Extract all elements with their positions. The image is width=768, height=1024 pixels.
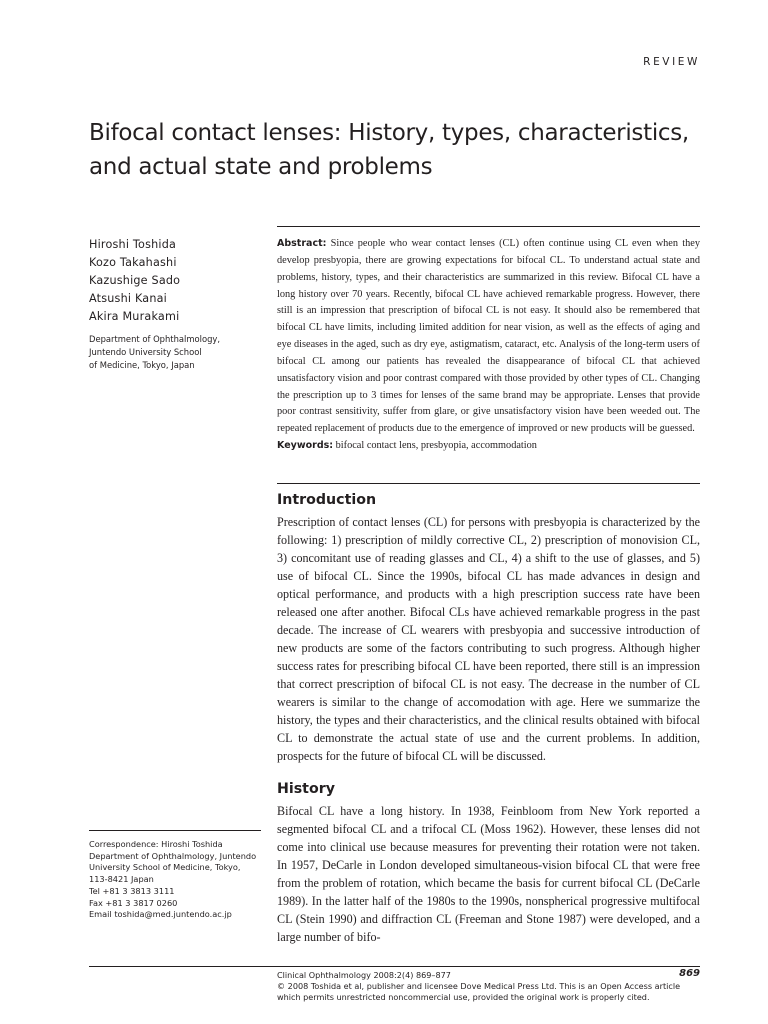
correspondence-line: 113-8421 Japan [89, 874, 154, 885]
keywords-label: Keywords: [277, 440, 334, 452]
affiliation-line: Department of Ophthalmology, [89, 334, 221, 344]
affiliation-line: Juntendo University School [89, 347, 202, 357]
abstract-label: Abstract: [277, 238, 327, 249]
abstract-text: Since people who wear contact lenses (CL) often continue using CL even when they develop presbyopia, there are growing expectations for bifocal CL. To understand actual state and problems, history, types, and their characteristics are summarized in this review. Bifocal CL have a long history over 70 years. Recently, bifocal CL have achieved remarkable progress. However, there still is an impression that prescription of bifocal CL is not easy. It should also be remembered that bifocal CL have limits, including limited addition for near vision, as well as the effects of aging and eye diseases in the aged, such as dry eye, astigmatism, cataract, etc. Analysis of the long-term users of bifocal CL among our patients has revealed the disappearance of bifocal CL that achieved unsatisfactory vision and poor contrast compared with those provided by other types of CL. Changing the prescription up to 3 times for lenses of the same brand may be appropriate. Lenses that provide poor contrast sensitivity, suffer from glare, or give unsatisfactory vision have been weeded out. The repeated replacement of products due to the emergence of improved or new products will be guessed. [277, 238, 700, 435]
history-body: Bifocal CL have a long history. In 1938, Feinbloom from New York reported a segmented bifocal CL and a trifocal CL (Moss 1962). However, these lenses did not come into clinical use because measures for preventing their rotation were not taken. In 1957, DeCarle in London developed simultaneous-vision bifocal CL that were free from the problem of rotation, which became the basis for current bifocal CL (DeCarle 1989). In the latter half of the 1980s to the 1990s, nonspherical progressive multifocal CL (Stein 1990) and diffraction CL (Freeman and Stone 1987) were developed, and a large number of bifo- [277, 804, 700, 944]
page-number: 869 [679, 968, 700, 979]
correspondence-line: University School of Medicine, Tokyo, [89, 862, 241, 873]
license-text: © 2008 Toshida et al, publisher and licensee Dove Medical Press Ltd. This is an Open Access article which permits unrestricted noncommercial use, provided the original work is properly cited. [277, 981, 681, 1002]
article-title: Bifocal contact lenses: History, types, characteristics, and actual state and problems [89, 120, 689, 180]
abstract [277, 236, 700, 455]
author-name: Atsushi Kanai [89, 292, 167, 305]
abstract-bottom-rule [277, 483, 700, 484]
introduction-heading: Introduction [277, 492, 377, 508]
affiliation [89, 333, 269, 372]
correspondence-line: Department of Ophthalmology, Juntendo [89, 850, 257, 861]
introduction-body: Prescription of contact lenses (CL) for persons with presbyopia is characterized by the following: 1) prescription of mildly corrective CL, 2) prescription of monovision CL, 3) concomitant use of reading glasses and CL, 4) a shift to the use of glasses, and 5) use of bifocal CL. Since the 1990s, bifocal CL has made advances in design and optical performance, and products with a high prescription success rate have been released one after another. Bifocal CLs have achieved remarkable progress in the past decade. The increase of CL wearers with presbyopia and successive introduction of new products are some of the factors contributing to such progress. Although higher success rates for prescribing bifocal CL have been reported, there still is an impression that correct prescription of bifocal CL is not easy. The decrease in the number of CL wearers is similar to the change of accomodation with age. Here we summarize the history, the types and their characteristics, and the clinical results obtained with bifocal CL to demonstrate the actual state of use and the current problems. In addition, prospects for the future of bifocal CL will be discussed. [277, 515, 700, 763]
author-name: Hiroshi Toshida [89, 238, 177, 251]
author-name: Kazushige Sado [89, 274, 181, 287]
correspondence-rule [89, 830, 261, 831]
footer [277, 970, 700, 1003]
correspondence [89, 839, 269, 921]
abstract-top-rule [277, 226, 700, 227]
section-label: REVIEW [643, 56, 700, 68]
journal-citation: Clinical Ophthalmology 2008:2(4) 869–877 [277, 970, 451, 980]
keywords-text: bifocal contact lens, presbyopia, accommodation [333, 440, 537, 452]
correspondence-line: Fax +81 3 3817 0260 [89, 897, 178, 908]
history-heading: History [277, 781, 335, 797]
author-name: Kozo Takahashi [89, 256, 177, 269]
author-name: Akira Murakami [89, 310, 180, 323]
correspondence-email: Email toshida@med.juntendo.ac.jp [89, 909, 232, 920]
correspondence-line: Correspondence: Hiroshi Toshida [89, 839, 223, 849]
affiliation-line: of Medicine, Tokyo, Japan [89, 360, 195, 370]
correspondence-line: Tel +81 3 3813 3111 [89, 885, 175, 896]
author-list [89, 236, 269, 326]
footer-rule [89, 966, 700, 967]
